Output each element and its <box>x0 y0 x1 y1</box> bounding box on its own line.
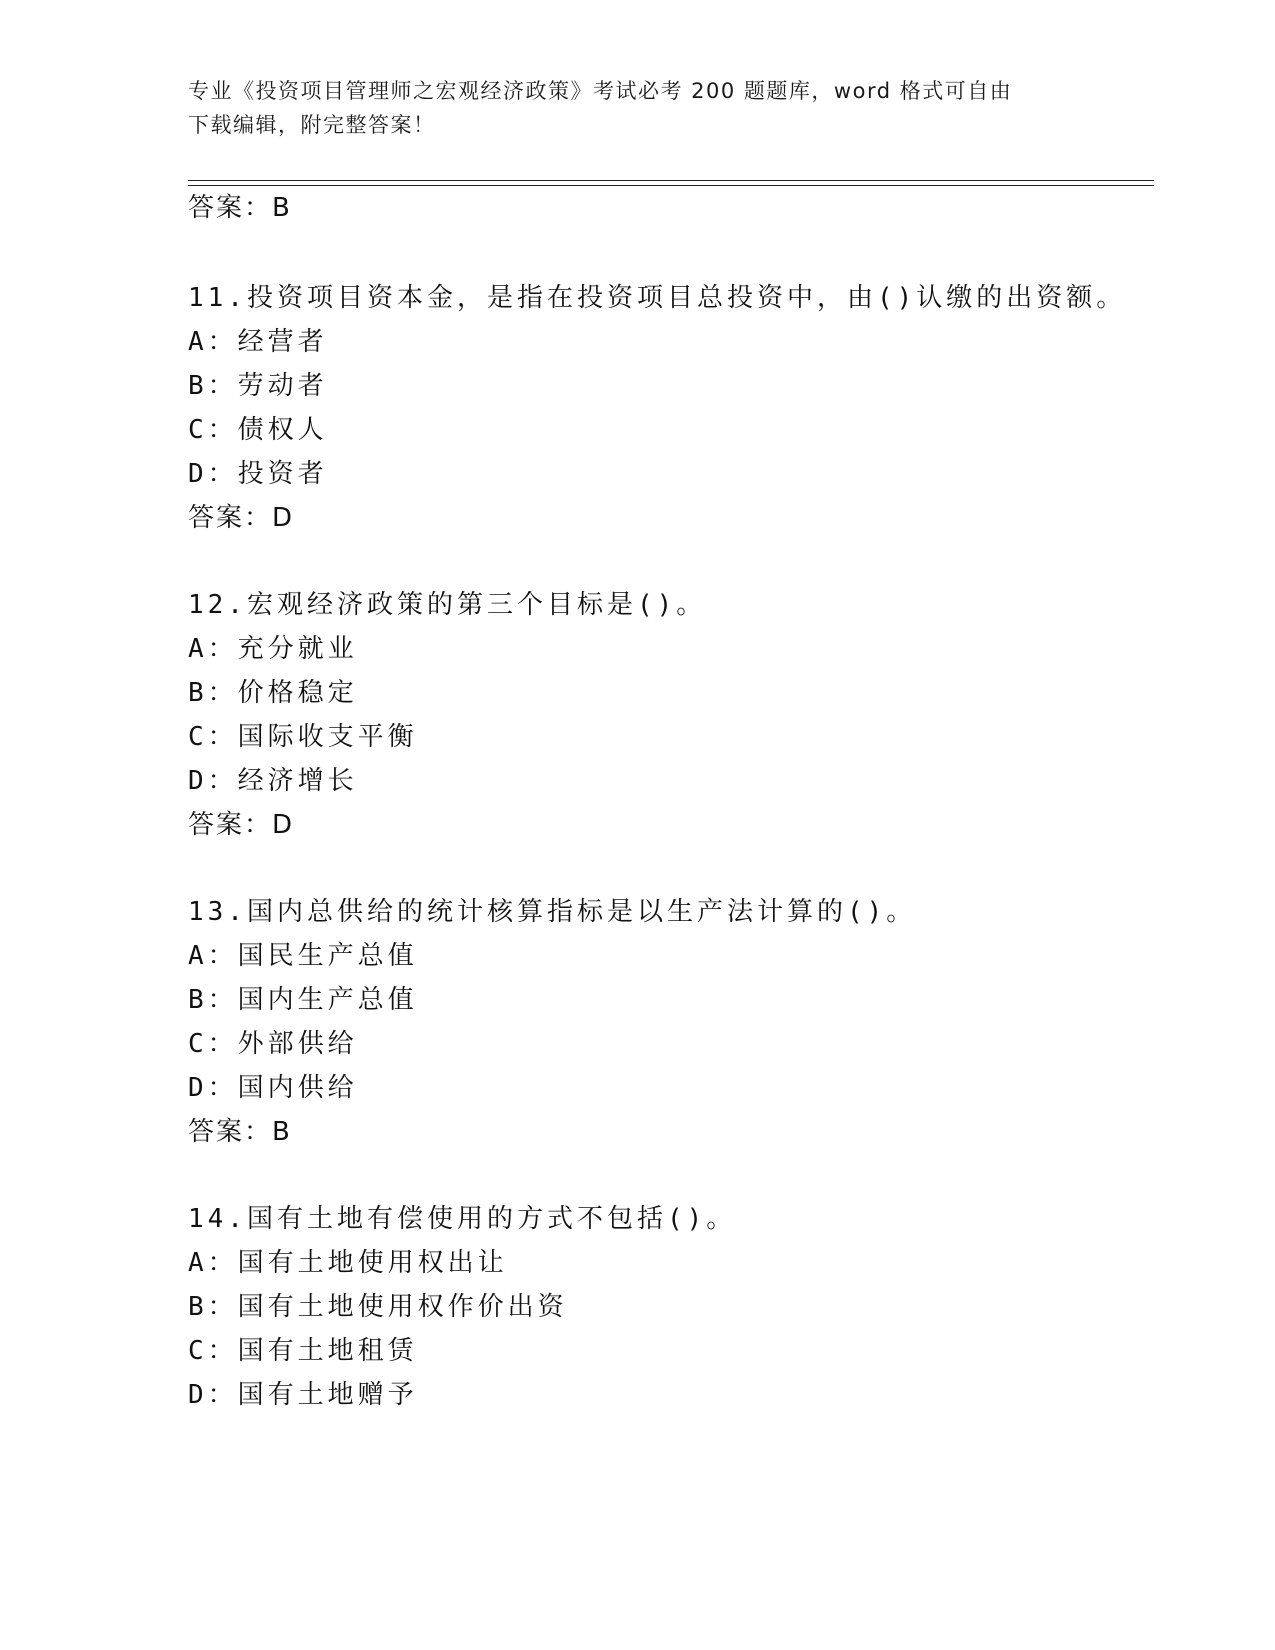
question-12-option-d: D：经济增长 <box>188 766 358 796</box>
header-line-2: 下载编辑，附完整答案！ <box>188 113 436 137</box>
question-14-stem: 14.国有土地有偿使用的方式不包括()。 <box>188 1204 737 1234</box>
question-11-option-d: D：投资者 <box>188 459 328 489</box>
question-13-stem: 13.国内总供给的统计核算指标是以生产法计算的()。 <box>188 897 917 927</box>
header-line-1: 专业《投资项目管理师之宏观经济政策》考试必考 200 题题库，word 格式可自由 <box>188 79 1013 103</box>
question-12-answer: 答案：D <box>188 810 295 840</box>
question-11-stem: 11.投资项目资本金，是指在投资项目总投资中，由()认缴的出资额。 <box>188 283 1127 313</box>
question-13-answer: 答案：B <box>188 1117 292 1147</box>
question-11-option-c: C：债权人 <box>188 415 328 445</box>
question-12-option-b: B：价格稳定 <box>188 678 358 708</box>
question-14-option-d: D：国有土地赠予 <box>188 1380 418 1410</box>
question-14-option-a: A：国有土地使用权出让 <box>188 1248 508 1278</box>
question-13-option-b: B：国内生产总值 <box>188 985 418 1015</box>
previous-answer: 答案：B <box>188 193 292 223</box>
question-12-stem: 12.宏观经济政策的第三个目标是()。 <box>188 590 707 620</box>
question-11-option-a: A：经营者 <box>188 327 328 357</box>
header-divider-top <box>188 180 1154 181</box>
question-14-option-c: C：国有土地租赁 <box>188 1336 418 1366</box>
document-header <box>188 74 1068 142</box>
question-14-option-b: B：国有土地使用权作价出资 <box>188 1292 568 1322</box>
question-11-option-b: B：劳动者 <box>188 371 328 401</box>
question-11-answer: 答案：D <box>188 503 295 533</box>
question-12-option-c: C：国际收支平衡 <box>188 722 418 752</box>
question-12-option-a: A：充分就业 <box>188 634 358 664</box>
question-13-option-a: A：国民生产总值 <box>188 941 418 971</box>
question-13-option-c: C：外部供给 <box>188 1029 358 1059</box>
question-13-option-d: D：国内供给 <box>188 1073 358 1103</box>
header-divider-bottom <box>188 185 1154 186</box>
